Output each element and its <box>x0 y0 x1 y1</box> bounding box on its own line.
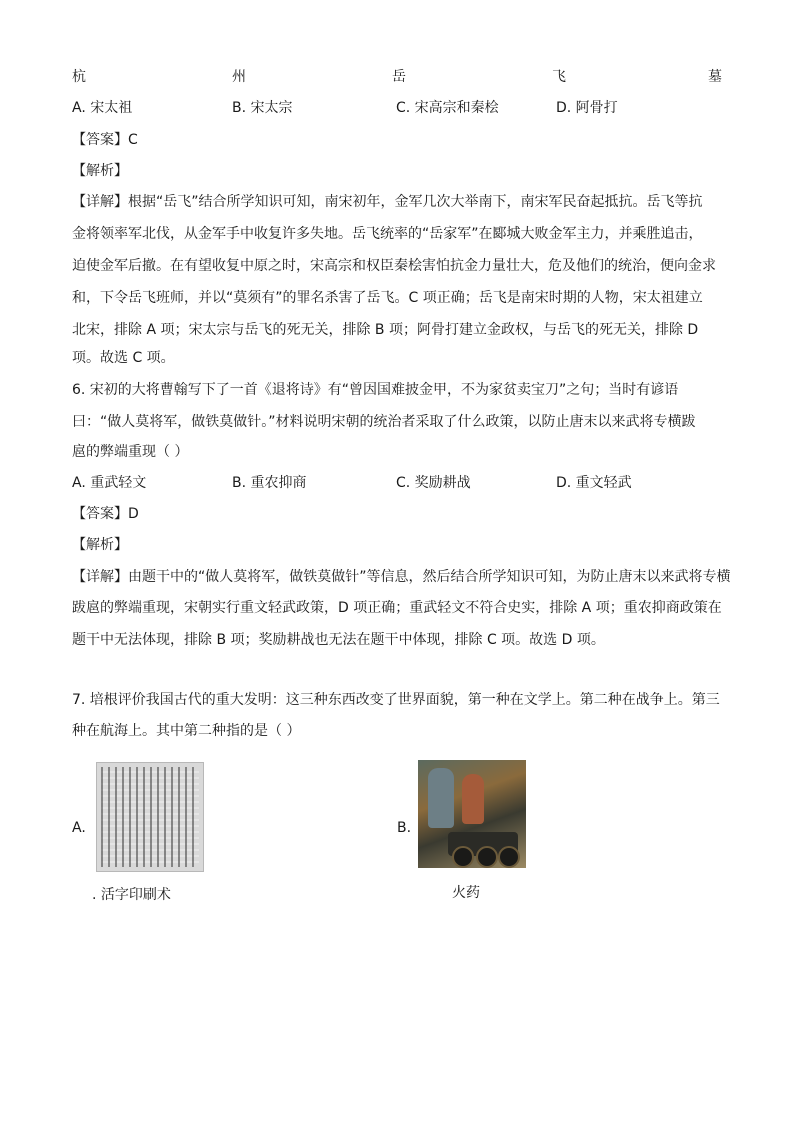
q6-stem-line-3: 扈的弊端重现（ ） <box>72 444 189 460</box>
q6-option-a: A. 重武轻文 <box>72 475 147 491</box>
movable-type-printing-image <box>96 762 204 872</box>
q6-stem-line-2: 曰：“做人莫将军，做铁莫做针。”材料说明宋朝的统治者采取了什么政策，以防止唐末以来武将专横跋 <box>72 414 696 430</box>
q5-option-b: B. 宋太宗 <box>232 100 293 116</box>
q7-option-a-label: A. <box>72 820 86 836</box>
top-line-char-1: 杭 <box>72 69 86 85</box>
q5-detail-line-1: 【详解】根据“岳飞”结合所学知识可知，南宋初年，金军几次大举南下，南宋军民奋起抵抗。岳飞等抗 <box>72 194 703 210</box>
q6-stem-line-1: 6. 宋初的大将曹翰写下了一首《退将诗》有“曾因国难披金甲，不为家贫卖宝刀”之句；当时有谚语 <box>72 382 679 398</box>
q5-detail-line-6: 项。故选 C 项。 <box>72 350 175 366</box>
gunpowder-image <box>418 760 526 868</box>
q5-answer-value: C <box>128 132 138 148</box>
q7-option-b-caption: 火药 <box>452 885 480 901</box>
q5-answer <box>72 130 138 150</box>
q5-option-d: D. 阿骨打 <box>556 100 618 116</box>
q5-option-a: A. 宋太祖 <box>72 100 133 116</box>
q7-stem-line-2: 种在航海上。其中第二种指的是（ ） <box>72 723 301 739</box>
q5-detail-line-3: 迫使金军后撤。在有望收复中原之时，宋高宗和权臣秦桧害怕抗金力量壮大，危及他们的统治，便向金求 <box>72 258 716 274</box>
top-line-char-3: 岳 <box>392 69 406 85</box>
q7-option-b-label: B. <box>397 820 412 836</box>
q5-analysis-label: 【解析】 <box>72 163 128 179</box>
q6-detail-line-3: 题干中无法体现，排除 B 项；奖励耕战也无法在题干中体现，排除 C 项。故选 D 项。 <box>72 632 605 648</box>
top-line-char-4: 飞 <box>552 69 566 85</box>
q6-analysis-label: 【解析】 <box>72 537 128 553</box>
q5-detail-line-2: 金将领率军北伐，从金军手中收复许多失地。岳飞统率的“岳家军”在郾城大败金军主力，并乘胜追击， <box>72 226 703 242</box>
q5-option-c: C. 宋高宗和秦桧 <box>396 100 499 116</box>
q6-option-d: D. 重文轻武 <box>556 475 632 491</box>
top-line-char-2: 州 <box>232 69 246 85</box>
q7-option-a-caption: . 活字印刷术 <box>92 887 171 903</box>
q5-answer-label: 【答案】 <box>72 132 128 148</box>
q7-stem-line-1: 7. 培根评价我国古代的重大发明：这三种东西改变了世界面貌，第一种在文学上。第二种在战争上。第三 <box>72 692 720 708</box>
q6-option-b: B. 重农抑商 <box>232 475 307 491</box>
top-line-char-5: 墓 <box>708 69 722 85</box>
q5-detail-line-5: 北宋，排除 A 项；宋太宗与岳飞的死无关，排除 B 项；阿骨打建立金政权，与岳飞的死无关，排除 D <box>72 322 699 338</box>
q6-answer-label: 【答案】 <box>72 506 128 522</box>
q6-answer <box>72 504 139 524</box>
q5-detail-line-4: 和，下令岳飞班师，并以“莫须有”的罪名杀害了岳飞。C 项正确；岳飞是南宋时期的人物，宋太祖建立 <box>72 290 703 306</box>
q6-option-c: C. 奖励耕战 <box>396 475 471 491</box>
q6-detail-line-2: 跋扈的弊端重现，宋朝实行重文轻武政策，D 项正确；重武轻文不符合史实，排除 A 项；重农抑商政策在 <box>72 600 722 616</box>
q6-detail-line-1: 【详解】由题干中的“做人莫将军，做铁莫做针”等信息，然后结合所学知识可知，为防止唐末以来武将专横 <box>72 569 731 585</box>
q6-answer-value: D <box>128 506 139 522</box>
